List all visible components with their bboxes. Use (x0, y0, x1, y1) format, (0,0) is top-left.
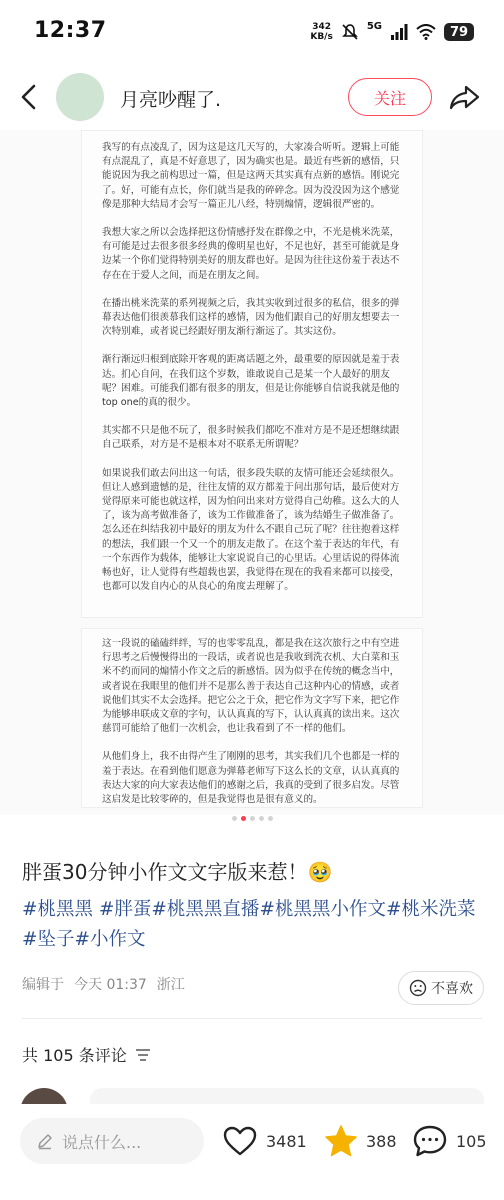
essay-paragraph: 渐行渐远归根到底除开客观的距离话题之外，最重要的原因就是羞于表达。扪心自问，在我们这个岁数，谁敢说自己是某一个人最好的朋友呢？困难。可能我们都有很多的朋友，但是让你能够自信说我就是他的top one的真的很少。 (102, 354, 400, 409)
essay-text-1 (102, 141, 404, 594)
hashtag-link[interactable]: #桃黑黑直播 (151, 899, 260, 920)
mute-icon (341, 23, 359, 41)
collect-count: 388 (366, 1131, 397, 1151)
hashtag-link[interactable]: #坠子 (22, 929, 75, 950)
essay-paragraph: 在播出桃米洗菜的系列视频之后，我其实收到过很多的私信，很多的弹幕表达他们很羡慕我们这样的感情，因为他们跟自己的好朋友想要去一次特别难，或者说已经跟好朋友渐行渐远了。其实这份。 (102, 297, 400, 338)
hashtag-link[interactable]: #桃米洗菜 (385, 899, 476, 920)
essay-paragraph: 从他们身上，我不由得产生了刚刚的思考，其实我们几个也都是一样的羞于表达。在看到他们愿意为弹幕老师写下这么长的文章，认认真真的表达大家的向大家表达他们的感谢之后，我真的受到了很多启发。尽管这启发是比较零碎的，但是我觉得也是很有意义的。 (102, 751, 400, 806)
collect-button[interactable] (324, 1122, 397, 1160)
essay-paragraph: 我写的有点凌乱了，因为这是这几天写的，大家凑合听听。逻辑上可能有点混乱了，真是不好意思了，因为确实也是。最近有些新的感悟，只能说因为我之前构思过一篇，但是这两天其实真有点新的感悟。刚说完了。好，可能有点长，你们就当是我的碎碎念。因为没没因为这个感觉像是那种大结局才会写一篇正儿八经，特别煽情，逻辑很严密的。 (102, 142, 400, 210)
post-meta (22, 974, 185, 994)
sort-icon[interactable] (135, 1048, 151, 1062)
author-name[interactable]: 月亮吵醒了. (120, 89, 222, 111)
back-icon[interactable] (14, 81, 44, 113)
frown-icon (409, 979, 427, 997)
like-button[interactable] (222, 1122, 307, 1160)
edit-label: 编辑于 (22, 977, 64, 993)
battery-icon: 79 (444, 23, 474, 41)
essay-paragraph: 如果说我们敢去问出这一句话，很多段失联的友情可能还会延续很久。但让人感到遗憾的是，往往友情的双方都羞于问出那句话，最后使对方觉得原来可能也就这样，因为怕问出来对方觉得自己幼稚。这么大的人了，该为高考做准备了，该为工作做准备了，该为结婚生子做准备了。怎么还在纠结我初中最好的朋友为什么不跟自己玩了呢？往往抱着这样的想法，我们跟一个又一个的朋友走散了。在这个羞于表达的年代，有一个东西作为载体，能够让大家说说自己的心里话。心里话说的得体流畅也好，让人觉得有些超载也罢，我觉得在现在的我看来都可以接受，也都可以发自内心的从良心的角度去理解了。 (102, 467, 400, 593)
comment-input[interactable] (20, 1118, 204, 1164)
network-speed-value: 342 (312, 22, 331, 32)
hashtag-link[interactable]: #小作文 (74, 929, 146, 950)
comments-button[interactable] (412, 1122, 487, 1160)
comment-count: 105 (456, 1131, 487, 1151)
comment-count-header (22, 1043, 151, 1066)
network-speed (310, 22, 332, 42)
post-header (0, 64, 504, 130)
carousel-dot[interactable] (232, 816, 237, 821)
carousel-dot[interactable] (250, 816, 255, 821)
dislike-button[interactable] (398, 971, 484, 1005)
hashtag-link[interactable]: #胖蛋 (98, 899, 152, 920)
divider (22, 1018, 482, 1019)
author-avatar[interactable] (56, 73, 104, 121)
comment-count-label: 共 105 条评论 (22, 1046, 127, 1065)
hashtag-link[interactable]: #桃黑黑 (22, 899, 94, 920)
bottom-action-bar (0, 1104, 504, 1200)
star-icon (324, 1124, 358, 1158)
pencil-icon (36, 1132, 54, 1150)
network-speed-unit: KB/s (310, 32, 333, 42)
image-carousel[interactable] (0, 130, 504, 815)
follow-button[interactable]: 关注 (348, 78, 432, 116)
hashtag-list (22, 895, 492, 955)
post-location: 浙江 (156, 977, 185, 993)
essay-text-2 (102, 637, 404, 807)
status-bar (0, 0, 504, 64)
status-time: 12:37 (34, 18, 107, 43)
comment-input-placeholder: 说点什么... (62, 1132, 142, 1152)
share-icon[interactable] (448, 81, 482, 113)
essay-paragraph: 我想大家之所以会选择把这份情感抒发在群像之中，不光是桃米洗菜，有可能是过去很多很多经典的像明星也好，不足也好，甚至可能就是身边某一个你们觉得特别美好的朋友群也好。是因为往往这份羞于表达不存在在于爱人之间，而是在朋友之间。 (102, 227, 400, 281)
heart-icon (222, 1125, 258, 1157)
post-title: 胖蛋30分钟小作文文字版来惹！🥹 (22, 860, 333, 884)
carousel-dot[interactable] (268, 816, 273, 821)
comment-bubble-icon (412, 1124, 448, 1158)
essay-paragraph: 这一段说的磕磕绊绊，写的也零零乱乱，都是我在这次旅行之中有空进行思考之后慢慢得出的一段话，或者说也是我收到洗衣机、大白菜和玉米不约而同的煽情小作文之后的新感悟。因为似乎在传统的概念当中，或者说在我眼里的他们并不是那么善于表达自己这种内心的情感，或者说他们其实不太会选择。把它公之于众，把它作为文字写下来，把它作为能够串联成文章的字句，认认真真的写下，认认真真的读出来。这次慈罚可能给了他们一次机会，也让我看到了不一样的他们。 (102, 638, 400, 735)
essay-page-1 (81, 130, 423, 618)
signal-icon (390, 24, 408, 40)
network-type: 5G (366, 20, 382, 32)
like-count: 3481 (266, 1131, 307, 1151)
essay-paragraph: 其实都不只是他不玩了，很多时候我们都吃不准对方是不是还想继续跟自己联系，对方是不是根本对不联系无所谓呢？ (102, 425, 400, 451)
status-icons (310, 18, 474, 46)
carousel-dot-active[interactable] (241, 816, 246, 821)
wifi-icon (416, 24, 436, 40)
dislike-label: 不喜欢 (431, 981, 473, 997)
hashtag-link[interactable]: #桃黑黑小作文 (259, 899, 386, 920)
edit-time: 今天 01:37 (74, 977, 147, 993)
essay-page-2 (81, 628, 423, 808)
carousel-dot[interactable] (259, 816, 264, 821)
carousel-indicator (0, 816, 504, 821)
